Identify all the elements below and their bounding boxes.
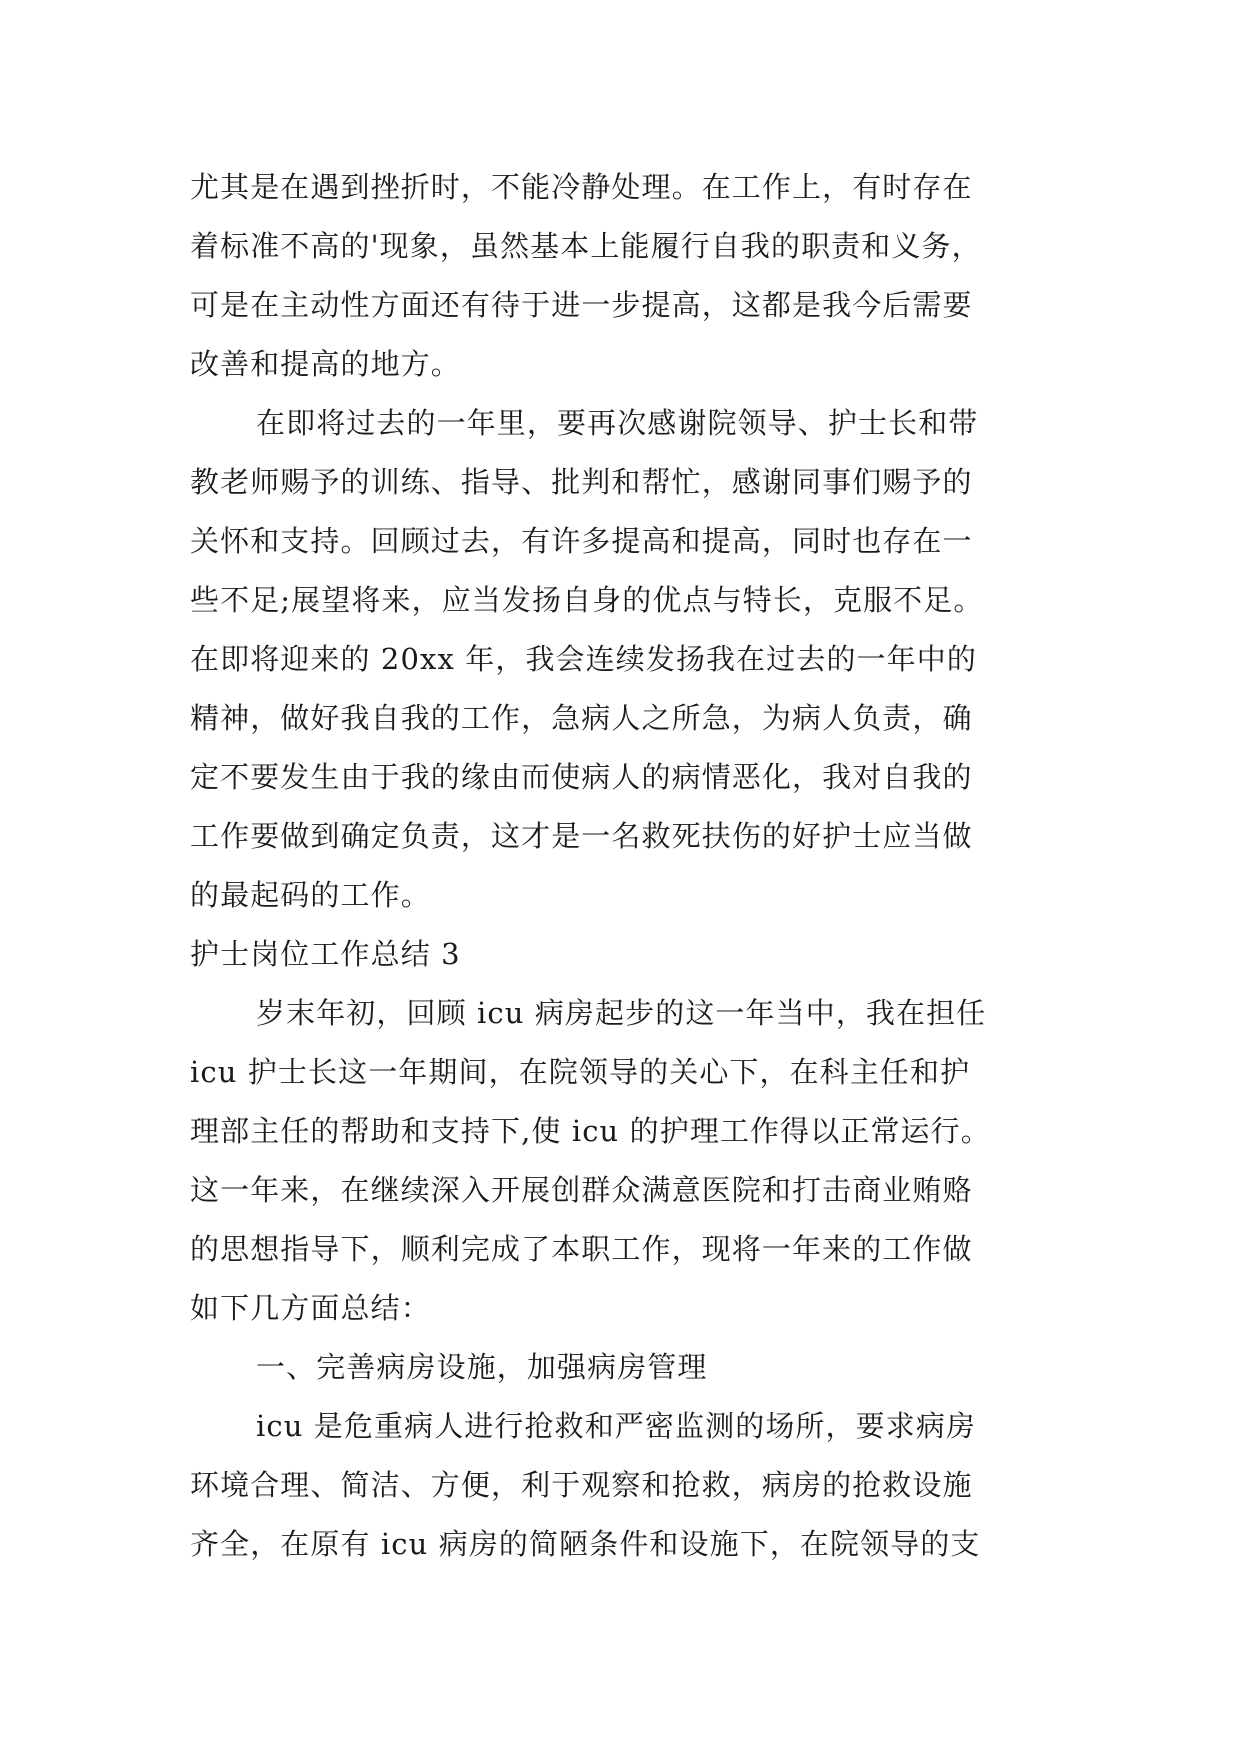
text-line: 教老师赐予的训练、指导、批判和帮忙，感谢同事们赐予的 bbox=[190, 465, 973, 499]
text-line: 着标准不高的'现象，虽然基本上能履行自我的职责和义务， bbox=[190, 229, 982, 263]
paragraph-first-line: icu 是危重病人进行抢救和严密监测的场所，要求病房 bbox=[256, 1409, 977, 1443]
text-line: 理部主任的帮助和支持下,使 icu 的护理工作得以正常运行。 bbox=[190, 1114, 991, 1148]
text-line: 的思想指导下，顺利完成了本职工作，现将一年来的工作做 bbox=[190, 1232, 973, 1266]
text-line: 齐全，在原有 icu 病房的简陋条件和设施下，在院领导的支 bbox=[190, 1527, 981, 1561]
text-line: 改善和提高的地方。 bbox=[190, 347, 461, 381]
text-line: 这一年来，在继续深入开展创群众满意医院和打击商业贿赂 bbox=[190, 1173, 973, 1207]
text-line: 精神，做好我自我的工作，急病人之所急，为病人负责，确 bbox=[190, 701, 973, 735]
text-line: icu 护士长这一年期间，在院领导的关心下，在科主任和护 bbox=[190, 1055, 971, 1089]
text-line: 尤其是在遇到挫折时，不能冷静处理。在工作上，有时存在 bbox=[190, 170, 973, 204]
body-text bbox=[190, 158, 1090, 1574]
text-line: 可是在主动性方面还有待于进一步提高，这都是我今后需要 bbox=[190, 288, 973, 322]
text-line: 的最起码的工作。 bbox=[190, 878, 431, 912]
paragraph-first-line: 岁末年初，回顾 icu 病房起步的这一年当中，我在担任 bbox=[256, 996, 987, 1030]
text-line: 定不要发生由于我的缘由而使病人的病情恶化，我对自我的 bbox=[190, 760, 973, 794]
text-line: 关怀和支持。回顾过去，有许多提高和提高，同时也存在一 bbox=[190, 524, 973, 558]
text-line: 工作要做到确定负责，这才是一名救死扶伤的好护士应当做 bbox=[190, 819, 973, 853]
subsection-heading: 一、完善病房设施，加强病房管理 bbox=[256, 1350, 708, 1384]
text-line: 如下几方面总结： bbox=[190, 1291, 431, 1325]
paragraph-first-line: 在即将过去的一年里，要再次感谢院领导、护士长和带 bbox=[256, 406, 979, 440]
text-line: 在即将迎来的 20xx 年，我会连续发扬我在过去的一年中的 bbox=[190, 642, 977, 676]
text-line: 环境合理、简洁、方便，利于观察和抢救，病房的抢救设施 bbox=[190, 1468, 973, 1502]
section-heading: 护士岗位工作总结 3 bbox=[190, 937, 461, 971]
text-line: 些不足;展望将来，应当发扬自身的优点与特长，克服不足。 bbox=[190, 583, 984, 617]
